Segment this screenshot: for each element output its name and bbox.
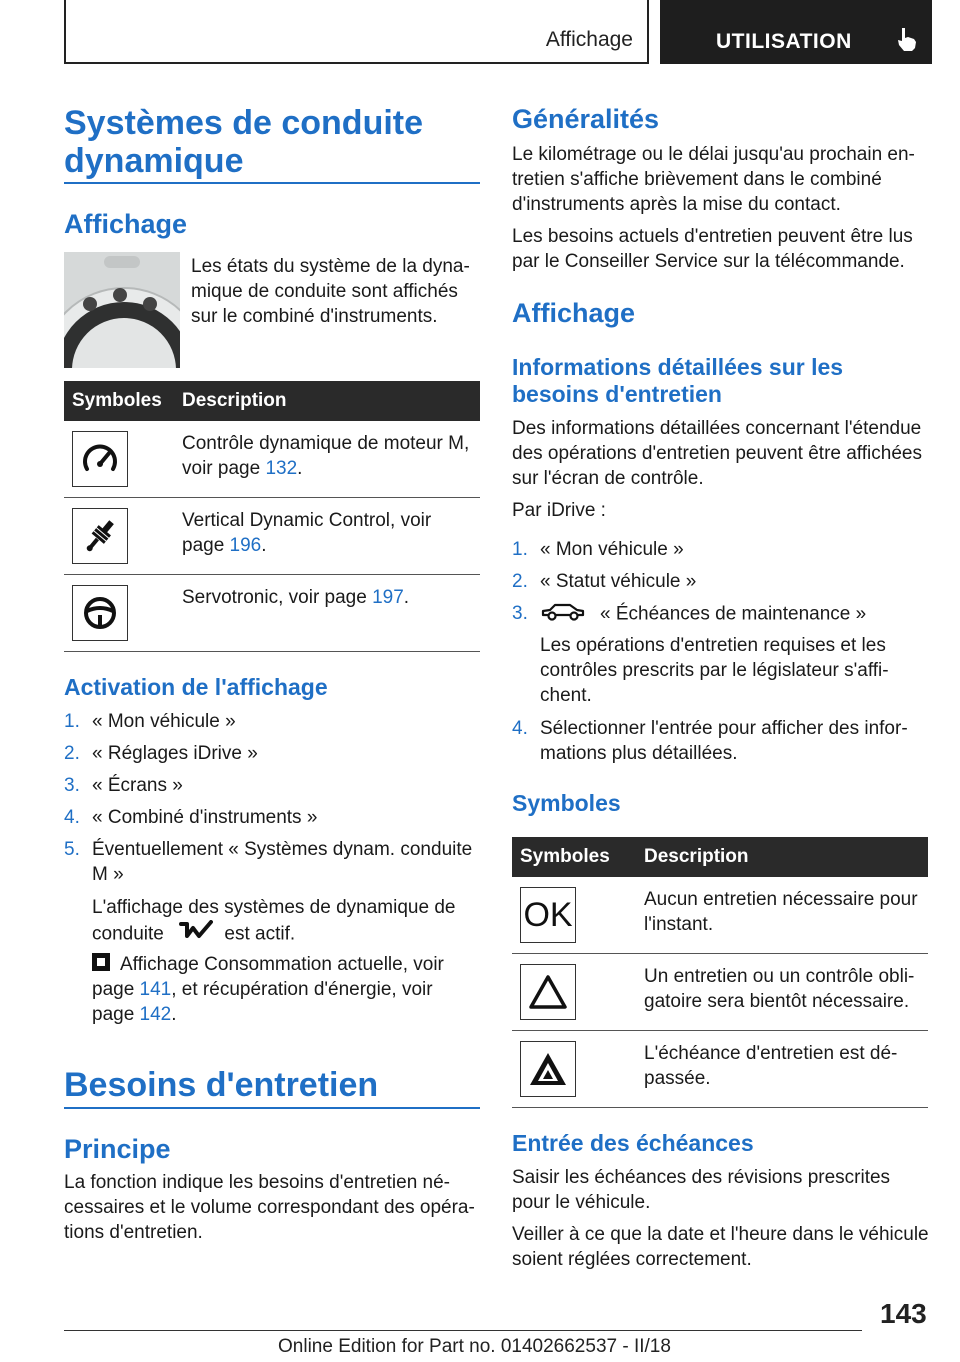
footer-edition: Online Edition for Part no. 01402662537 - II/18 — [278, 1336, 671, 1357]
activation-heading: Activation de l'affichage — [64, 674, 328, 700]
ok-icon: OK — [520, 887, 576, 943]
column-header-symbols: Symboles — [512, 837, 636, 877]
besoins-rule — [64, 1107, 480, 1109]
entree-heading: Entrée des échéances — [512, 1130, 754, 1156]
list-item: 1. « Mon véhicule » — [512, 539, 684, 560]
table-row: Un entretien ou un contrôle obli- gatoire sera bientôt nécessaire. — [512, 954, 928, 1031]
column-header-description: Description — [174, 381, 480, 421]
car-service-icon — [540, 601, 586, 628]
page-number: 143 — [880, 1298, 927, 1329]
column-header-description: Description — [636, 837, 928, 877]
table-row: L'échéance d'entretien est dé- passée. — [512, 1031, 928, 1108]
header-section-label: Affichage — [545, 28, 633, 51]
page-link-132[interactable]: 132 — [265, 458, 298, 479]
generalites-heading: Généralités — [512, 104, 660, 134]
consumption-note: Affichage Consommation actuelle, voir page 141, et récupération d'énergie, voir page 142. — [92, 954, 444, 1025]
list-item: 2. « Réglages iDrive » — [64, 743, 258, 764]
step5-note: L'affichage des systèmes de dynamique de conduite est actif. — [92, 895, 480, 949]
info-heading: Informations détaillées sur les besoins d'entretien — [512, 354, 844, 407]
page-title-line2: dynamique — [64, 142, 244, 180]
list-item: 3. « Écrans » — [64, 775, 183, 796]
page-link-197[interactable]: 197 — [372, 587, 404, 608]
table-header-row — [64, 381, 480, 421]
table-row: Contrôle dynamique de moteur M, voir page 132. — [64, 421, 480, 498]
entree-text: Saisir les échéances des révisions prescrites pour le véhicule. Veiller à ce que la date et l'heure dans le véhicule soient réglées correctement. — [512, 1167, 929, 1270]
header-section-box — [64, 0, 649, 64]
page-link-142[interactable]: 142 — [139, 1004, 172, 1025]
symbols-table-left — [64, 381, 480, 652]
affichage-heading-right: Affichage — [512, 298, 636, 328]
list-item: 5. Éventuellement « Systèmes dynam. conduite M » — [64, 839, 473, 885]
square-marker-icon — [92, 953, 110, 971]
footer-rule — [64, 1330, 862, 1331]
page-link-196[interactable]: 196 — [229, 535, 262, 556]
page-title-line1: Systèmes de conduite — [64, 104, 424, 142]
step3-note: Les opérations d'entretien requises et les contrôles prescrits par le législateur s'affi- chent. — [540, 635, 889, 706]
affichage-description: Les états du système de la dyna- mique de conduite sont affichés sur le combiné d'instruments. — [191, 256, 470, 327]
table-row: Servotronic, voir page 197. — [64, 575, 480, 652]
principe-text: La fonction indique les besoins d'entretien né- cessaires et le volume correspondant des opéra- tions d'entretien. — [64, 1172, 475, 1243]
symboles-heading: Symboles — [512, 790, 621, 816]
warning-triangle-icon — [520, 964, 576, 1020]
title-rule — [64, 182, 480, 184]
gauge-icon — [72, 431, 128, 487]
pointing-hand-icon — [896, 26, 918, 57]
generalites-text: Le kilométrage ou le délai jusqu'au prochain en- tretien s'affiche brièvement dans le combiné d'instruments après la mise du contact. Les besoins actuels d'entretien peuvent être lus par le Conseiller Service sur la télécommande. — [512, 144, 915, 272]
list-item: 4. « Combiné d'instruments » — [64, 807, 318, 828]
list-item: 1. « Mon véhicule » — [64, 711, 236, 732]
page-title — [64, 104, 423, 180]
table-header-row — [512, 837, 928, 877]
besoins-heading: Besoins d'entretien — [64, 1066, 379, 1104]
info-text: Des informations détaillées concernant l'étendue des opérations d'entretien peuvent être affichées sur l'écran de contrôle. Par iDrive : — [512, 418, 922, 521]
instrument-cluster-image — [64, 252, 180, 368]
page-link-141[interactable]: 141 — [139, 979, 172, 1000]
list-item: 2. « Statut véhicule » — [512, 571, 697, 592]
hazard-triangle-icon — [520, 1041, 576, 1097]
table-row: Vertical Dynamic Control, voir page 196. — [64, 498, 480, 575]
steering-wheel-icon — [72, 585, 128, 641]
header-chapter-tab — [660, 0, 932, 64]
dynamic-driving-icon — [179, 920, 213, 949]
principe-heading: Principe — [64, 1134, 171, 1164]
affichage-heading: Affichage — [64, 209, 188, 239]
header-chapter-label: UTILISATION — [716, 30, 852, 53]
table-row: OK Aucun entretien nécessaire pour l'instant. — [512, 877, 928, 954]
list-item: 4. Sélectionner l'entrée pour afficher des infor- mations plus détaillées. — [512, 718, 908, 764]
column-header-symbols: Symboles — [64, 381, 174, 421]
damper-icon — [72, 508, 128, 564]
list-item: 3. « Échéances de maintenance » — [512, 601, 928, 626]
symbols-table-right — [512, 837, 928, 1108]
